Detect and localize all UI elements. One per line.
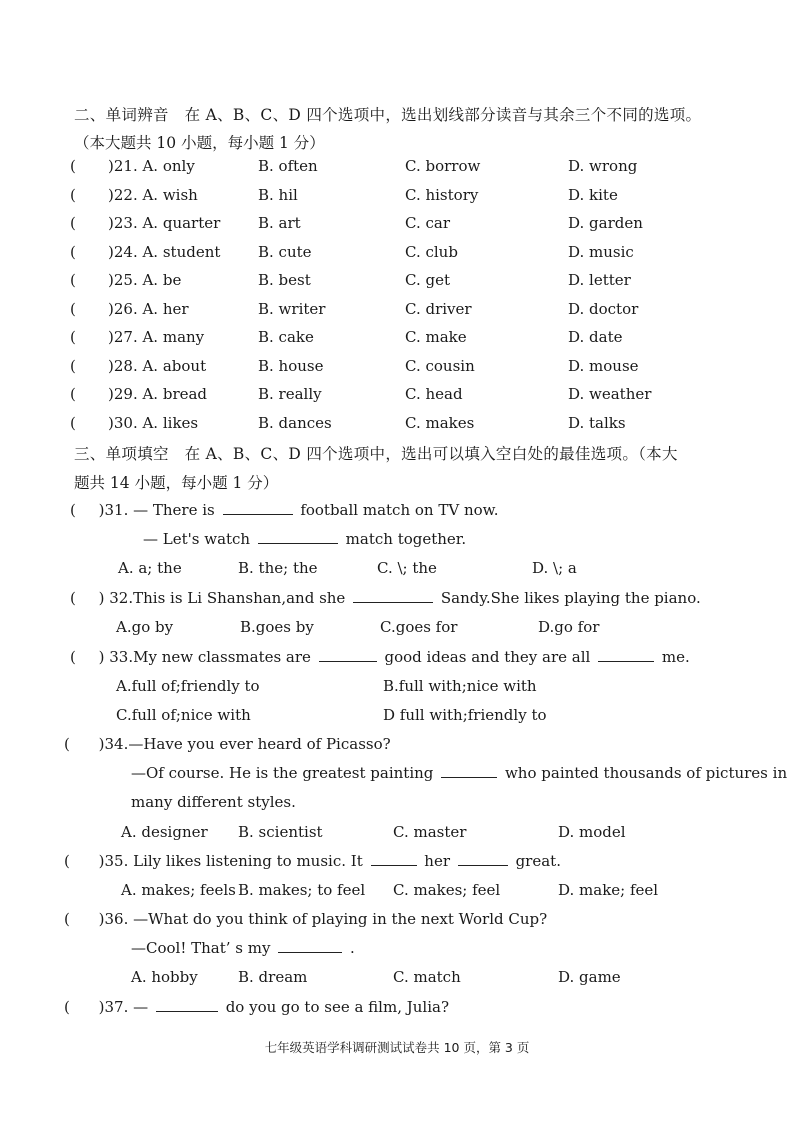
section2-question-row: [0, 414, 794, 438]
section2-question-row: [0, 357, 794, 381]
option-c: C. car: [405, 214, 450, 232]
answer-paren: (: [64, 998, 70, 1016]
q36-option-b: B. dream: [238, 968, 308, 986]
option-b: B. really: [258, 385, 322, 403]
option-d: D. date: [568, 328, 623, 346]
answer-paren: (: [70, 185, 76, 204]
page-footer: 七年级英语学科调研测试试卷共 10 页，第 3 页: [264, 1040, 530, 1055]
answer-paren: (: [70, 242, 76, 261]
option-a: )30. A. likes: [108, 413, 199, 432]
option-c: C. borrow: [405, 157, 481, 175]
q31-option-c: C. \; the: [377, 559, 437, 577]
question-34-line2: —Of course. He is the greatest painting who painted thousands of pictures in: [131, 764, 788, 782]
option-c: C. makes: [405, 413, 475, 432]
answer-blank: [458, 864, 508, 866]
option-a: )26. A. her: [108, 299, 189, 318]
q32-option-d: D.go for: [538, 618, 600, 636]
option-c: C. head: [405, 385, 463, 403]
answer-paren: (: [70, 413, 76, 432]
question-31: ( )31. — There is football match on TV now.: [70, 501, 499, 519]
section2-title: 二、单词辨音 在 A、B、C、D 四个选项中，选出划线部分读音与其余三个不同的选项。: [74, 106, 702, 124]
option-c: C. history: [405, 185, 479, 204]
section2-question-row: [0, 243, 794, 267]
option-a: )21. A. only: [108, 157, 195, 175]
section2-question-row: [0, 300, 794, 324]
question-34-line3: many different styles.: [131, 793, 296, 811]
q33-option-c: C.full of;nice with: [116, 706, 251, 724]
answer-paren: (: [70, 271, 76, 289]
q33-option-b: B.full with;nice with: [383, 677, 537, 695]
q36-option-d: D. game: [558, 968, 621, 986]
section2-question-row: [0, 385, 794, 409]
section2-question-row: [0, 157, 794, 181]
answer-paren: (: [70, 157, 76, 175]
answer-blank: [353, 601, 433, 603]
answer-paren: (: [70, 214, 76, 232]
question-37: ( )37. — do you go to see a film, Julia?: [64, 998, 449, 1016]
q32-option-c: C.goes for: [380, 618, 458, 636]
q33-option-a: A.full of;friendly to: [116, 677, 260, 695]
option-a: )25. A. be: [108, 271, 182, 289]
question-36-line2: —Cool! That’ s my .: [131, 939, 355, 957]
option-a: )27. A. many: [108, 328, 205, 346]
option-b: B. often: [258, 157, 318, 175]
answer-paren: (: [64, 910, 70, 928]
answer-blank: [441, 776, 497, 778]
answer-blank: [371, 864, 417, 866]
option-d: D. mouse: [568, 356, 639, 375]
q34-option-a: A. designer: [121, 823, 208, 841]
option-d: D. letter: [568, 271, 631, 289]
answer-paren: (: [64, 735, 70, 753]
option-a: )22. A. wish: [108, 185, 198, 204]
q32-option-b: B.goes by: [240, 618, 314, 636]
q36-option-a: A. hobby: [131, 968, 198, 986]
option-a: )28. A. about: [108, 356, 207, 375]
option-b: B. best: [258, 271, 311, 289]
answer-blank: [319, 660, 377, 662]
option-d: D. weather: [568, 385, 652, 403]
section2-question-row: [0, 271, 794, 295]
option-b: B. dances: [258, 413, 332, 432]
answer-paren: (: [70, 299, 76, 318]
answer-blank: [156, 1010, 218, 1012]
q34-option-c: C. master: [393, 823, 467, 841]
section3-title-line1: 三、单项填空 在 A、B、C、D 四个选项中，选出可以填入空白处的最佳选项。（本大: [74, 445, 678, 463]
section3-title-line2: 题共 14 小题，每小题 1 分）: [74, 474, 279, 492]
question-36: ( )36. —What do you think of playing in the next World Cup?: [64, 910, 548, 928]
answer-paren: (: [64, 852, 70, 870]
section2-note: （本大题共 10 小题，每小题 1 分）: [74, 134, 325, 152]
option-c: C. cousin: [405, 356, 475, 375]
section2-question-row: [0, 214, 794, 238]
q35-option-a: A. makes; feels: [121, 881, 236, 899]
option-b: B. cake: [258, 328, 314, 346]
answer-blank: [598, 660, 654, 662]
q31-option-b: B. the; the: [238, 559, 318, 577]
section2-question-row: [0, 328, 794, 352]
q34-option-b: B. scientist: [238, 823, 323, 841]
option-b: B. hil: [258, 185, 298, 204]
answer-blank: [223, 513, 293, 515]
q31-option-d: D. \; a: [532, 559, 577, 577]
question-32: ( ) 32.This is Li Shanshan,and she Sandy.She likes playing the piano.: [70, 589, 701, 607]
option-c: C. make: [405, 328, 467, 346]
option-d: D. talks: [568, 413, 626, 432]
option-c: C. club: [405, 242, 458, 261]
option-a: )23. A. quarter: [108, 214, 221, 232]
section2-question-row: [0, 186, 794, 210]
answer-paren: (: [70, 589, 76, 607]
option-a: )29. A. bread: [108, 385, 208, 403]
option-d: D. kite: [568, 185, 618, 204]
option-c: C. get: [405, 271, 450, 289]
option-b: B. writer: [258, 299, 326, 318]
option-a: )24. A. student: [108, 242, 221, 261]
q34-option-d: D. model: [558, 823, 626, 841]
option-b: B. art: [258, 214, 301, 232]
option-b: B. cute: [258, 242, 312, 261]
option-d: D. doctor: [568, 299, 639, 318]
q35-option-b: B. makes; to feel: [238, 881, 366, 899]
answer-paren: (: [70, 328, 76, 346]
answer-paren: (: [70, 501, 76, 519]
option-b: B. house: [258, 356, 324, 375]
option-d: D. wrong: [568, 157, 638, 175]
q35-option-c: C. makes; feel: [393, 881, 501, 899]
q31-option-a: A. a; the: [118, 559, 182, 577]
answer-paren: (: [70, 356, 76, 375]
answer-blank: [258, 542, 338, 544]
answer-paren: (: [70, 385, 76, 403]
question-34: ( )34.—Have you ever heard of Picasso?: [64, 735, 391, 753]
q33-option-d: D full with;friendly to: [383, 706, 547, 724]
question-31-line2: — Let's watch match together.: [143, 530, 467, 548]
answer-blank: [278, 951, 342, 953]
option-d: D. music: [568, 242, 634, 261]
question-33: ( ) 33.My new classmates are good ideas and they are all me.: [70, 648, 690, 666]
question-35: ( )35. Lily likes listening to music. It her great.: [64, 852, 561, 870]
option-d: D. garden: [568, 214, 643, 232]
q36-option-c: C. match: [393, 968, 461, 986]
answer-paren: (: [70, 648, 76, 666]
q32-option-a: A.go by: [116, 618, 174, 636]
option-c: C. driver: [405, 299, 472, 318]
q35-option-d: D. make; feel: [558, 881, 659, 899]
